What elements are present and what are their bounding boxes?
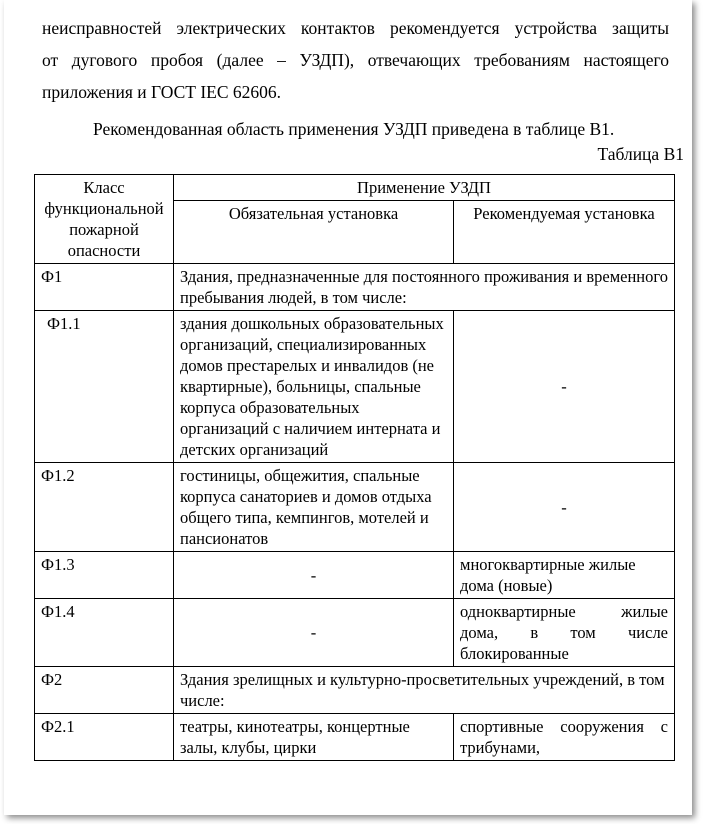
table-row bbox=[35, 599, 675, 667]
intro-line-3: приложения и ГОСТ IEC 62606. bbox=[42, 82, 282, 102]
header-recommended: Рекомендуемая установка bbox=[454, 201, 675, 264]
class-cell: Ф1 bbox=[35, 264, 174, 311]
intro-line-2: от дугового пробоя (далее – УЗДП), отвечающих требованиям настоящего bbox=[42, 50, 669, 70]
table-row bbox=[35, 463, 675, 552]
mandatory-cell: здания дошкольных образовательных организаций, специализированных домов престарелых и инвалидов (не квартирные), больницы, спальные корпуса образовательных организаций с наличием интерната и детских организаций bbox=[174, 311, 454, 463]
table-row bbox=[35, 714, 675, 761]
class-cell: Ф1.1 bbox=[35, 311, 174, 463]
span-cell: Здания зрелищных и культурно-просветительных учреждений, в том числе: bbox=[174, 667, 675, 714]
uzdp-application-table bbox=[34, 174, 675, 761]
header-mandatory: Обязательная установка bbox=[174, 201, 454, 264]
mandatory-cell: - bbox=[174, 552, 454, 599]
table-row bbox=[35, 552, 675, 599]
class-cell: Ф1.4 bbox=[35, 599, 174, 667]
table-row bbox=[35, 264, 675, 311]
header-application: Применение УЗДП bbox=[174, 175, 675, 201]
class-cell: Ф2.1 bbox=[35, 714, 174, 761]
class-cell: Ф2 bbox=[35, 667, 174, 714]
recommended-cell: спортивные сооружения с трибунами, bbox=[454, 714, 675, 761]
table-reference-paragraph: Рекомендованная область применения УЗДП приведена в таблице В1. bbox=[93, 119, 615, 139]
mandatory-cell: театры, кинотеатры, концертные залы, клубы, цирки bbox=[174, 714, 454, 761]
header-class: Класс функциональной пожарной опасности bbox=[35, 175, 174, 264]
span-cell: Здания, предназначенные для постоянного проживания и временного пребывания людей, в том числе: bbox=[174, 264, 675, 311]
intro-paragraph bbox=[42, 12, 669, 108]
class-cell: Ф1.2 bbox=[35, 463, 174, 552]
recommended-cell: многоквартирные жилые дома (новые) bbox=[454, 552, 675, 599]
class-cell: Ф1.3 bbox=[35, 552, 174, 599]
recommended-cell: - bbox=[454, 463, 675, 552]
document-page bbox=[4, 0, 692, 815]
recommended-cell: - bbox=[454, 311, 675, 463]
table-row bbox=[35, 667, 675, 714]
table-header-row bbox=[35, 175, 675, 201]
table-caption: Таблица В1 bbox=[597, 144, 684, 164]
mandatory-cell: - bbox=[174, 599, 454, 667]
recommended-cell: одноквартирные жилые дома, в том числе блокированные bbox=[454, 599, 675, 667]
table-row bbox=[35, 311, 675, 463]
intro-line-1: неисправностей электрических контактов рекомендуется устройства защиты bbox=[42, 18, 669, 38]
mandatory-cell: гостиницы, общежития, спальные корпуса санаториев и домов отдыха общего типа, кемпингов, мотелей и пансионатов bbox=[174, 463, 454, 552]
